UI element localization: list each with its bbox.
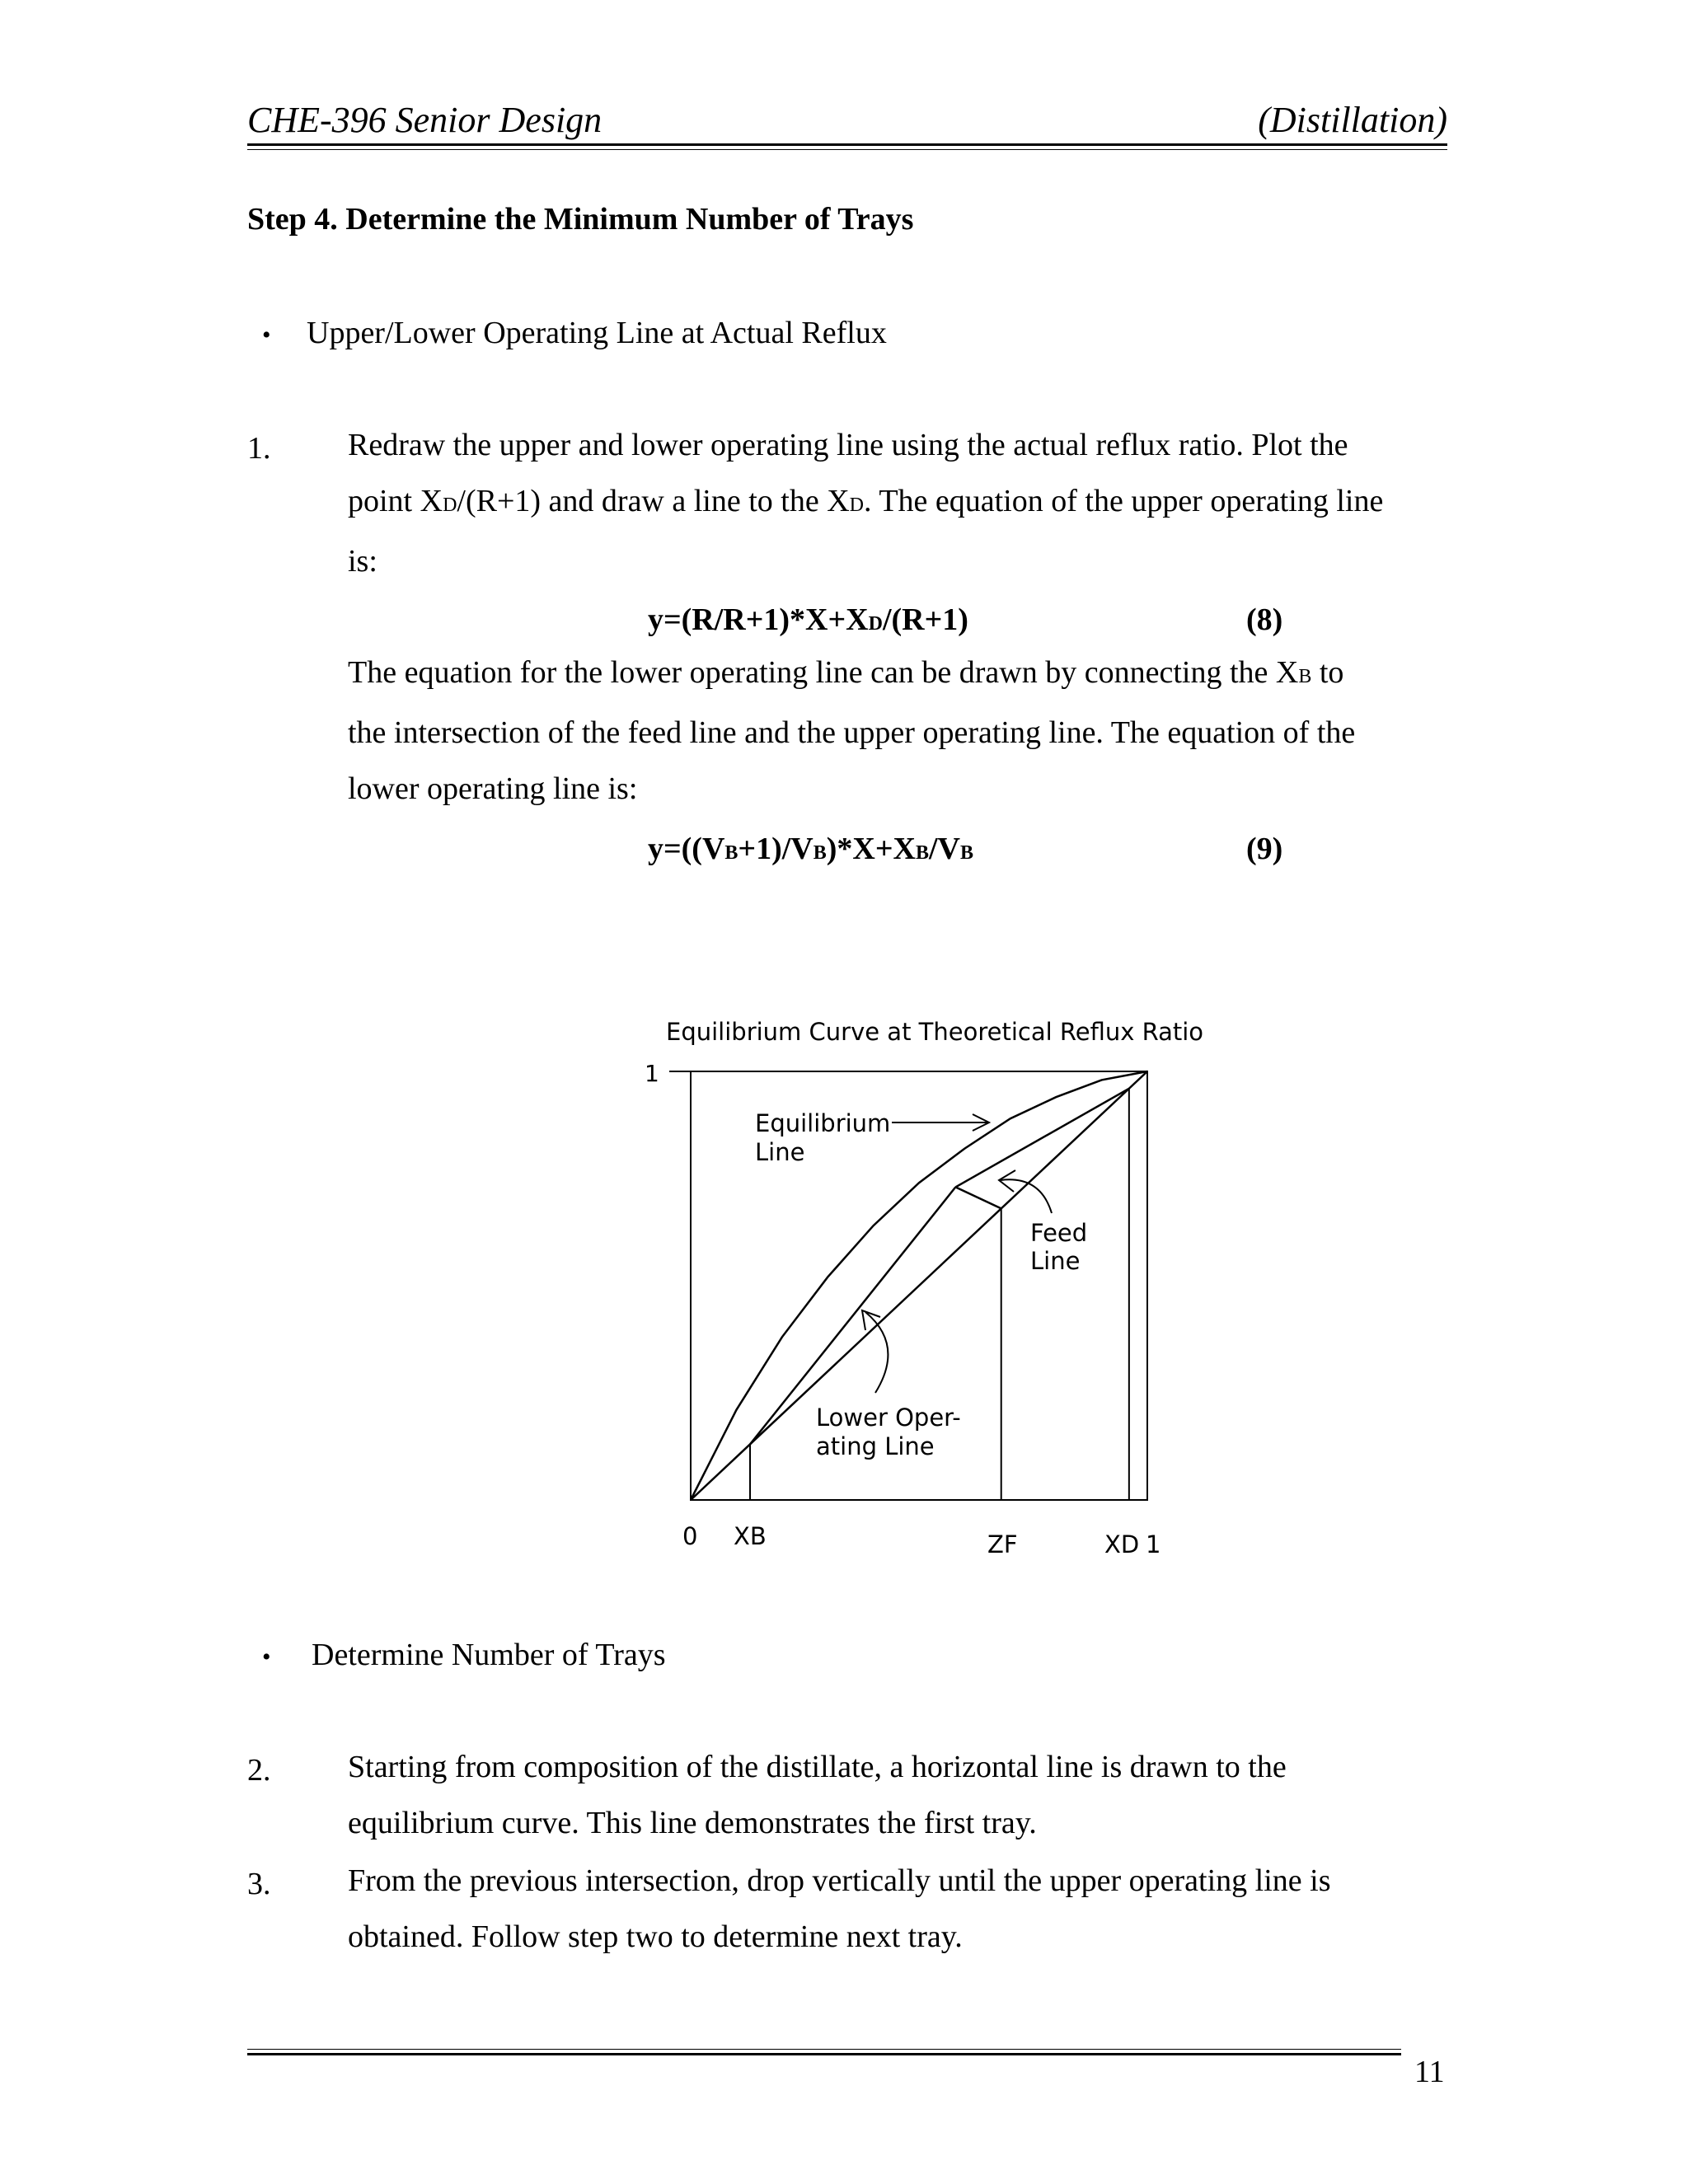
equilibrium-label-1: Equilibrium	[755, 1109, 891, 1137]
item-2-line-2: equilibrium curve. This line demonstrates the first tray.	[348, 1806, 1037, 1840]
item-3-text	[348, 1853, 1452, 1965]
bullet-number-of-trays: Determine Number of Trays	[312, 1638, 666, 1672]
figure-title: Equilibrium Curve at Theoretical Reflux Ratio	[666, 1018, 1204, 1046]
equation-8-number: (8)	[1246, 602, 1283, 637]
x-label-xd: XD	[1104, 1530, 1140, 1558]
lower-line-arrowhead	[862, 1310, 880, 1330]
footer-rule-thick	[247, 2053, 1401, 2055]
bullet-glyph-2: •	[262, 1643, 271, 1671]
bullet-glyph: •	[262, 321, 271, 349]
x-label-one: 1	[1146, 1530, 1161, 1558]
y-tick-label-top: 1	[645, 1060, 659, 1087]
x-label-zf: ZF	[987, 1530, 1018, 1558]
item-2-line-1: Starting from composition of the distillate, a horizontal line is drawn to the	[348, 1750, 1287, 1784]
lower-line-arrow	[865, 1312, 888, 1393]
lower-line-paragraph-line-1: The equation for the lower operating line can be drawn by connecting the XB to	[348, 655, 1344, 690]
footer-rule-thin	[247, 2049, 1401, 2050]
x-label-zero: 0	[682, 1522, 698, 1550]
equation-9: y=((VB+1)/VB)*X+XB/VB	[648, 832, 973, 866]
lower-line-label-2: ating Line	[816, 1432, 935, 1460]
lower-line-label-1: Lower Oper-	[816, 1404, 961, 1432]
equation-8: y=(R/R+1)*X+XD/(R+1)	[648, 602, 968, 637]
equation-9-number: (9)	[1246, 832, 1283, 866]
feed-arrowhead	[999, 1170, 1015, 1192]
lower-line-paragraph-line-3: lower operating line is:	[348, 771, 638, 806]
feed-label-2: Line	[1030, 1247, 1081, 1275]
item-2-text	[348, 1739, 1452, 1851]
item-1-line-1: Redraw the upper and lower operating line using the actual reflux ratio. Plot the	[348, 428, 1348, 462]
feed-line	[955, 1187, 1001, 1208]
item-number-1: 1.	[247, 431, 271, 466]
page-number: 11	[1414, 2055, 1445, 2089]
feed-label-1: Feed	[1030, 1219, 1088, 1247]
item-1-line-2: point XD/(R+1) and draw a line to the XD. The equation of the upper operating line	[348, 484, 1384, 518]
running-header-topic: (Distillation)	[1258, 100, 1447, 140]
item-3-line-2: obtained. Follow step two to determine next tray.	[348, 1919, 963, 1954]
item-number-2: 2.	[247, 1753, 271, 1788]
running-header-course: CHE-396 Senior Design	[247, 100, 603, 140]
step-heading: Step 4. Determine the Minimum Number of Trays	[247, 202, 914, 237]
equilibrium-label-2: Line	[755, 1138, 805, 1166]
bullet-operating-line: Upper/Lower Operating Line at Actual Reflux	[307, 316, 887, 350]
item-1-line-3: is:	[348, 544, 377, 579]
item-3-line-1: From the previous intersection, drop vertically until the upper operating line is	[348, 1863, 1331, 1898]
item-number-3: 3.	[247, 1867, 271, 1901]
x-label-xb: XB	[734, 1522, 767, 1550]
lower-line-paragraph-line-2: the intersection of the feed line and the upper operating line. The equation of the	[348, 715, 1356, 750]
